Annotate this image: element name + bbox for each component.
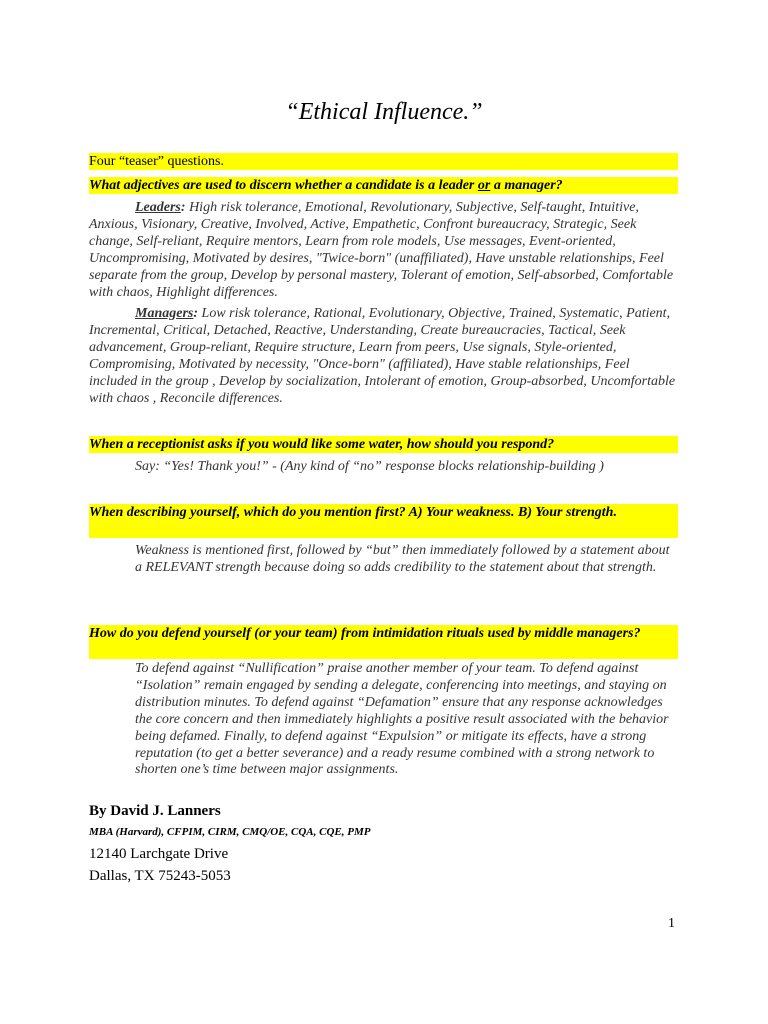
leaders-label: Leaders xyxy=(135,200,181,215)
question-1-text-after: a manager? xyxy=(490,178,563,193)
author-name: By David J. Lanners xyxy=(89,803,221,819)
question-4: How do you defend yourself (or your team) from intimidation rituals used by middle managers? xyxy=(89,625,678,659)
answer-3: Weakness is mentioned first, followed by “but” then immediately followed by a statement about a RELEVANT strength because doing so adds credibility to the statement about that strength. xyxy=(135,543,670,575)
answer-2: Say: “Yes! Thank you!” - (Any kind of “no” response blocks relationship-building ) xyxy=(135,459,604,474)
teaser-heading: Four “teaser” questions. xyxy=(89,153,678,170)
answer-4: To defend against “Nullification” praise another member of your team. To defend against “Isolation” remain engaged by sending a delegate, conferencing into meetings, and staying on distribution minutes. To defend against “Defamation” ensure that any response acknowledges the core concern and then immediately highlights a positive result associated with the behavior being defamed. Finally, to defend against “Expulsion” or mitigate its effects, have a strong reputation (to get a better severance) and a ready resume combined with a strong network to shorten one’s time between major assignments. xyxy=(135,661,669,778)
question-3: When describing yourself, which do you mention first? A) Your weakness. B) Your strength. xyxy=(89,504,678,538)
address-line-2: Dallas, TX 75243-5053 xyxy=(89,868,231,884)
question-1-or: or xyxy=(477,178,491,193)
author-credentials: MBA (Harvard), CFPIM, CIRM, CMQ/OE, CQA, CQE, PMP xyxy=(89,826,371,838)
page-number: 1 xyxy=(668,916,675,931)
managers-text: Low risk tolerance, Rational, Evolutionary, Objective, Trained, Systematic, Patient, Incremental, Critical, Detached, Reactive, Understanding, Create bureaucracies, Tactical, Seek advancement, Group-reliant, Require structure, Learn from peers, Use signals, Style-oriented, Compromising, Motivated by necessity, "Once-born" (affiliated), Have stable relationships, Feel included in the group , Develop by socialization, Intolerant of emotion, Group-absorbed, Uncomfortable with chaos , Reconcile differences. xyxy=(89,306,676,406)
address-line-1: 12140 Larchgate Drive xyxy=(89,846,229,862)
managers-colon: : xyxy=(193,306,199,321)
leaders-text: High risk tolerance, Emotional, Revolutionary, Subjective, Self-taught, Intuitive, Anxious, Visionary, Creative, Involved, Active, Empathetic, Confront bureaucracy, Strategic, Seek change, Self-reliant, Require mentors, Learn from role models, Use messages, Event-oriented, Uncompromising, Motivated by desires, "Twice-born" (unaffiliated), Have unstable relationships, Feel separate from the group, Develop by personal mastery, Tolerant of emotion, Self-absorbed, Comfortable with chaos, Highlight differences. xyxy=(89,200,674,300)
managers-paragraph xyxy=(89,306,677,407)
leaders-paragraph xyxy=(89,200,677,301)
managers-label: Managers xyxy=(135,306,194,321)
question-1-text-before: What adjectives are used to discern whether a candidate is a leader xyxy=(89,178,478,193)
question-2: When a receptionist asks if you would like some water, how should you respond? xyxy=(89,436,678,453)
leaders-colon: : xyxy=(180,200,186,215)
question-1 xyxy=(89,177,678,194)
document-title: “Ethical Influence.” xyxy=(285,99,483,125)
